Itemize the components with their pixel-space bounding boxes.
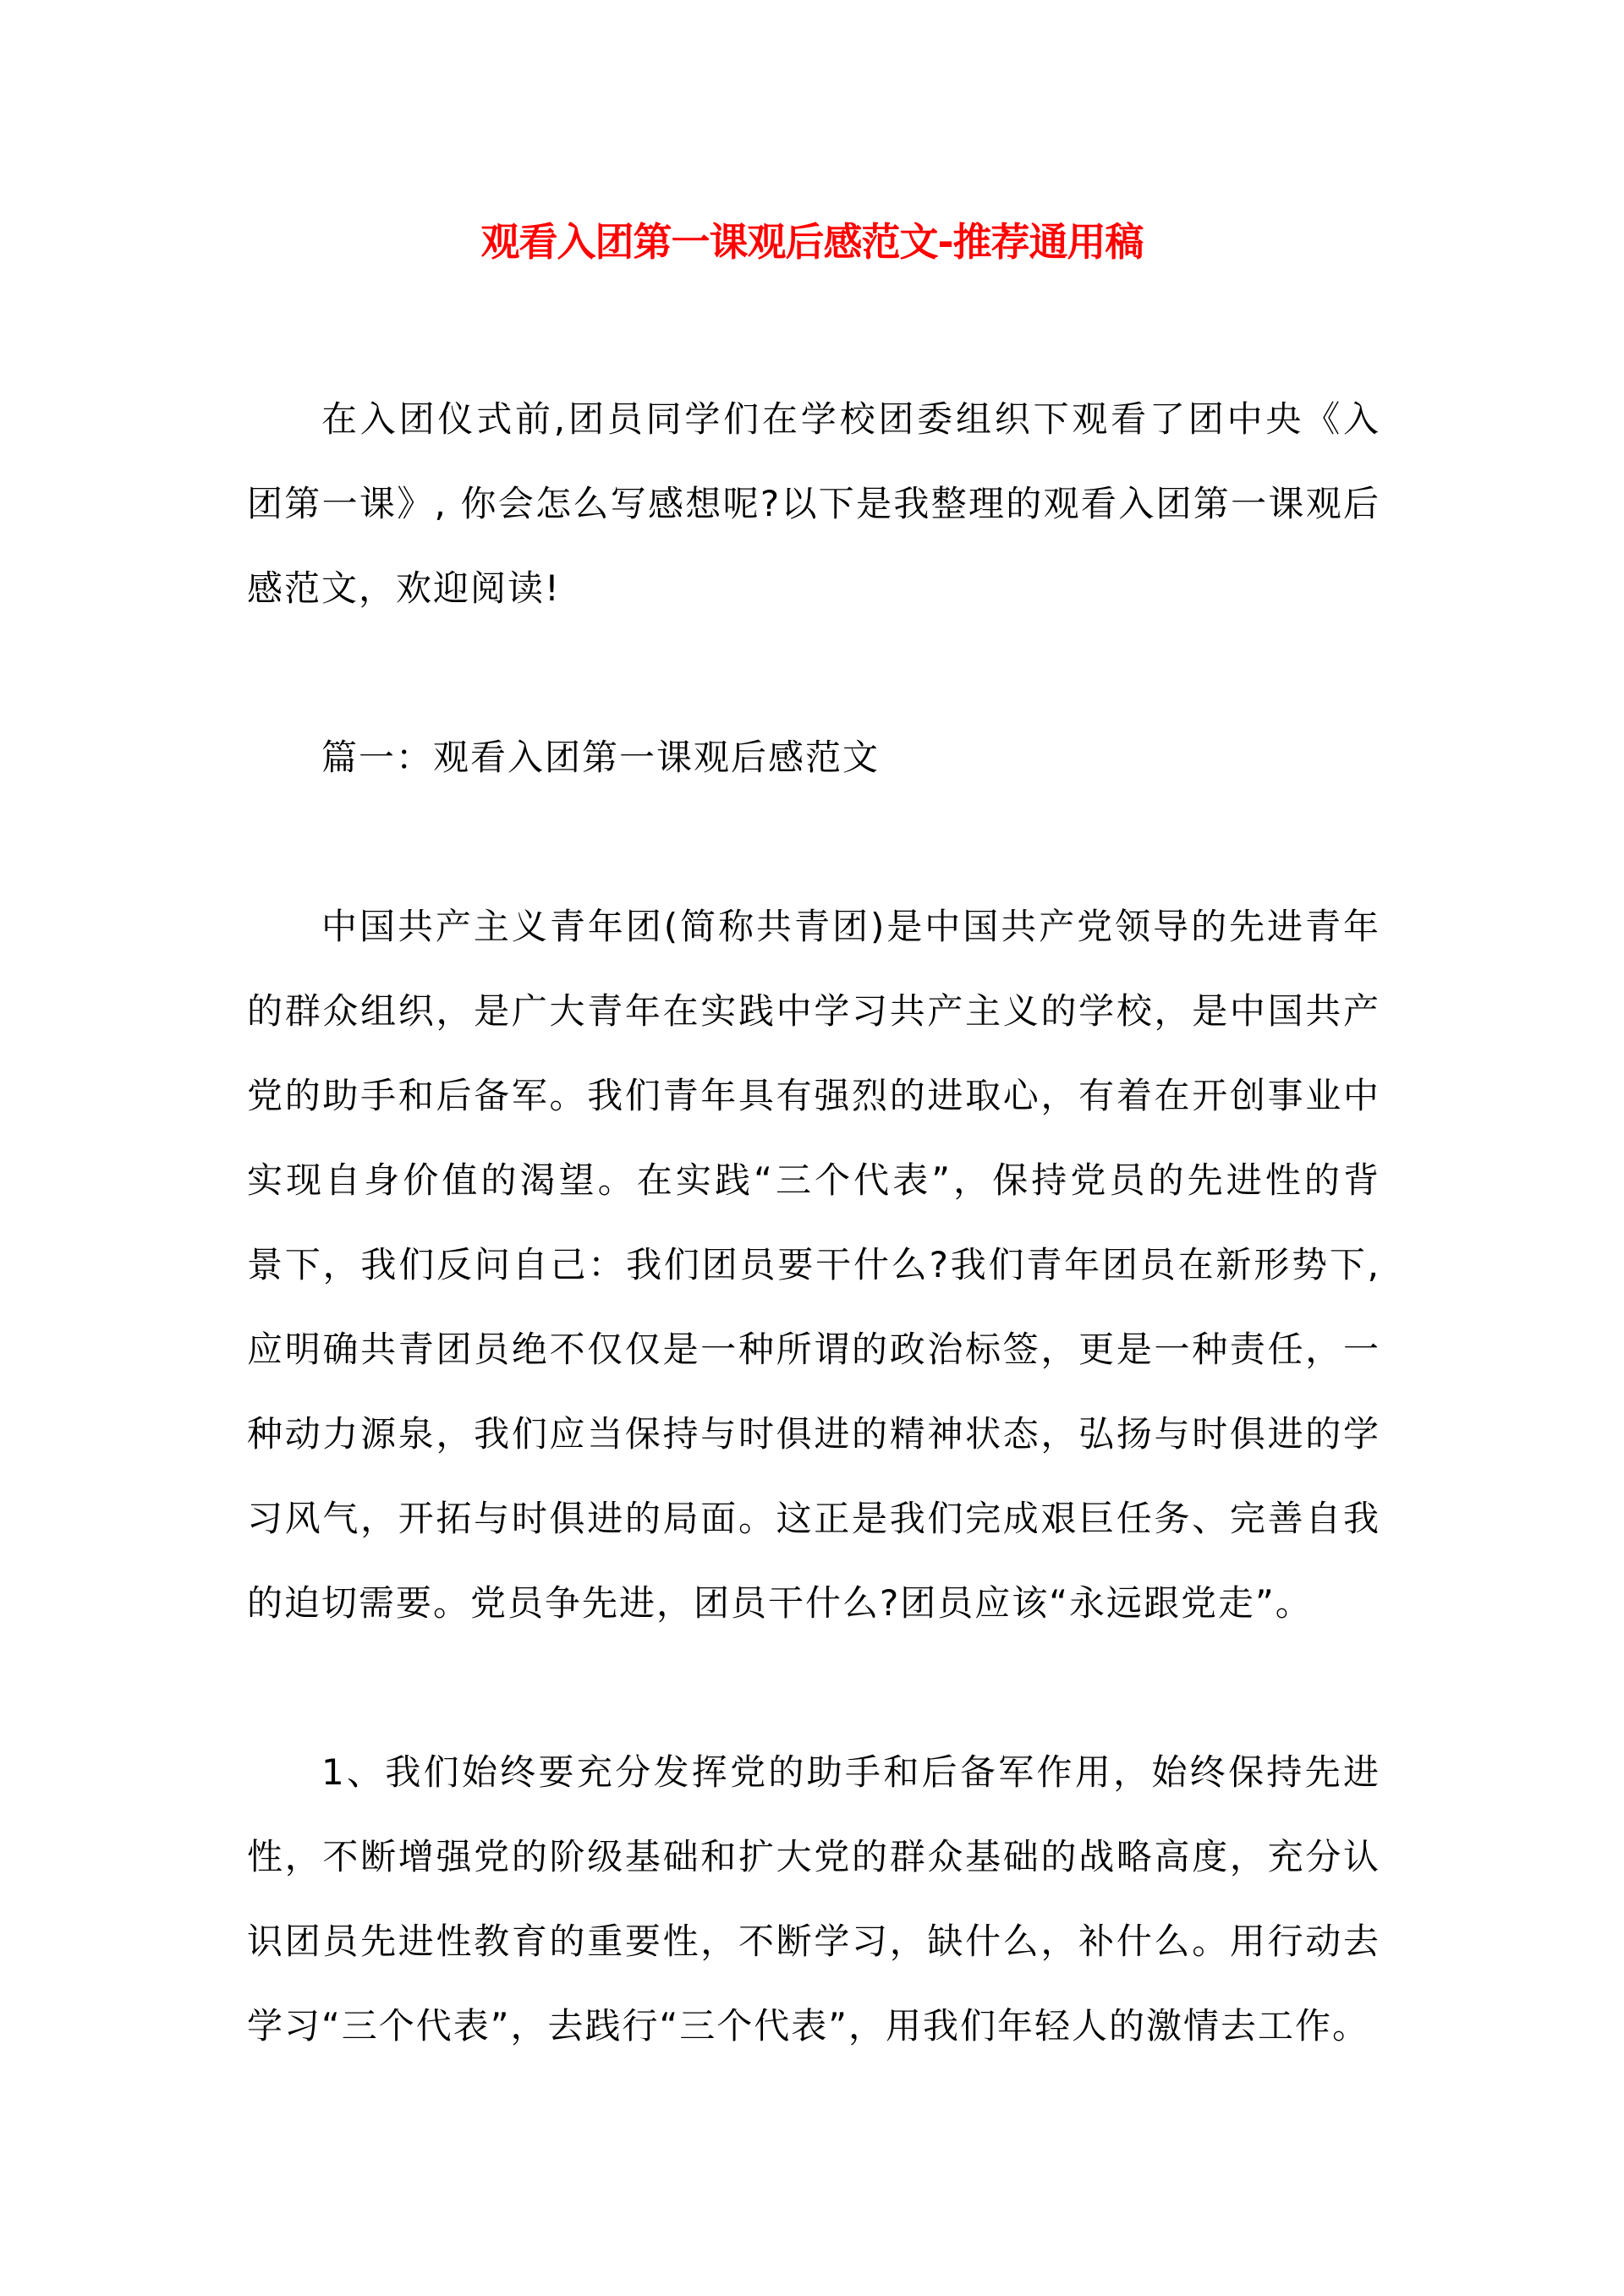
text-line: 感范文，欢迎阅读! (247, 567, 561, 609)
text-line: 在入团仪式前,团员同学们在学校团委组织下观看了团中央《入 (321, 398, 1380, 440)
text-line: 种动力源泉，我们应当保持与时俱进的精神状态，弘扬与时俱进的学 (247, 1413, 1380, 1455)
text-line: 的迫切需要。党员争先进，团员干什么?团员应该“永远跟党走”。 (247, 1582, 1313, 1624)
section-heading-text: 篇一：观看入团第一课观后感范文 (321, 737, 881, 778)
text-line: 实现自身价值的渴望。在实践“三个代表”，保持党员的先进性的背 (247, 1159, 1380, 1201)
text-line: 的群众组织，是广大青年在实践中学习共产主义的学校，是中国共产 (247, 990, 1380, 1032)
text-line: 党的助手和后备军。我们青年具有强烈的进取心，有着在开创事业中 (247, 1075, 1380, 1116)
intro-paragraph (247, 377, 1380, 631)
text-line: 性，不断增强党的阶级基础和扩大党的群众基础的战略高度，充分认 (247, 1836, 1380, 1877)
text-line: 识团员先进性教育的重要性，不断学习，缺什么，补什么。用行动去 (247, 1921, 1380, 1962)
document-title: 观看入团第一课观后感范文-推荐通用稿 (480, 219, 1144, 265)
text-line: 景下，我们反问自己：我们团员要干什么?我们青年团员在新形势下, (247, 1244, 1380, 1285)
text-line: 中国共产主义青年团(简称共青团)是中国共产党领导的先进青年 (321, 906, 1380, 947)
text-line: 团第一课》, 你会怎么写感想呢?以下是我整理的观看入团第一课观后 (247, 483, 1380, 524)
section-heading (247, 715, 1380, 800)
text-line: 应明确共青团员绝不仅仅是一种所谓的政治标签，更是一种责任，一 (247, 1329, 1380, 1370)
body-paragraph-2 (247, 1730, 1380, 2069)
text-line: 学习“三个代表”，去践行“三个代表”，用我们年轻人的激情去工作。 (247, 2005, 1370, 2047)
text-line: 习风气，开拓与时俱进的局面。这正是我们完成艰巨任务、完善自我 (247, 1498, 1380, 1539)
text-line: 1、我们始终要充分发挥党的助手和后备军作用，始终保持先进 (321, 1751, 1380, 1793)
body-paragraph-1 (247, 885, 1380, 1646)
